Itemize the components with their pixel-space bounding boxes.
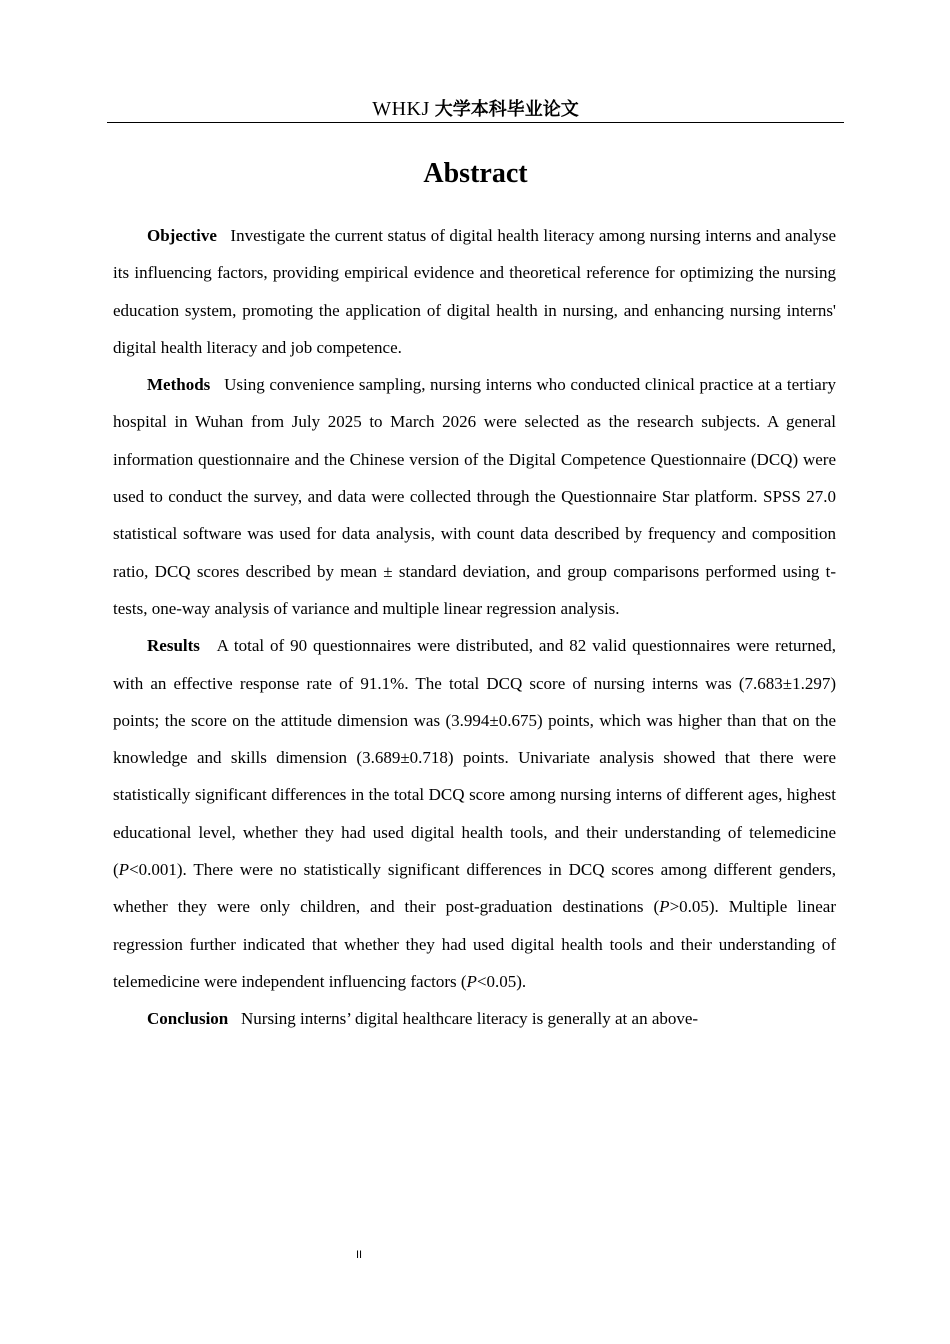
abstract-body (113, 217, 836, 1038)
conclusion-label: Conclusion (147, 1009, 229, 1029)
results-text-2: <0.001). There were no statistically significant differences in DCQ scores among different genders, whether they were only children, and their post-graduation destinations ( (113, 860, 836, 917)
objective-paragraph (113, 217, 836, 366)
results-paragraph (113, 627, 836, 1000)
methods-label: Methods (147, 375, 211, 395)
conclusion-text: Nursing interns’ digital healthcare literacy is generally at an above- (241, 1009, 699, 1029)
conclusion-paragraph (113, 1000, 836, 1037)
objective-text: Investigate the current status of digital health literacy among nursing interns and analyse its influencing factors, providing empirical evidence and theoretical reference for optimizing the nursing education system, promoting the application of digital health in nursing, and enhancing nursing interns' digital health literacy and job competence. (113, 226, 837, 357)
methods-text: Using convenience sampling, nursing interns who conducted clinical practice at a tertiary hospital in Wuhan from July 2025 to March 2026 were selected as the research subjects. A general information questionnaire and the Chinese version of the Digital Competence Questionnaire (DCQ) were used to conduct the survey, and data were collected through the Questionnaire Star platform. SPSS 27.0 statistical software was used for data analysis, with count data described by frequency and composition ratio, DCQ scores described by mean ± standard deviation, and group comparisons performed using t-tests, one-way analysis of variance and multiple linear regression analysis. (113, 375, 837, 618)
header-thesis-title: 大学本科毕业论文 (434, 99, 579, 120)
methods-paragraph (113, 366, 836, 627)
header-rule (107, 122, 844, 123)
results-text-4: <0.05). (476, 971, 527, 991)
header-school: WHKJ (372, 98, 430, 120)
p-value-symbol: P (659, 897, 670, 917)
p-value-symbol: P (118, 860, 130, 880)
results-text-3: >0.05). Multiple linear regression further indicated that whether they had used digital health tools and their understanding of telemedicine were independent influencing factors ( (113, 897, 836, 991)
page-number: II (356, 1249, 363, 1261)
page-title: Abstract (423, 158, 528, 189)
results-label: Results (147, 636, 200, 656)
p-value-symbol: P (466, 971, 477, 991)
objective-label: Objective (147, 226, 217, 245)
running-header (107, 96, 844, 123)
results-text-1: A total of 90 questionnaires were distributed, and 82 valid questionnaires were returned, with an effective response rate of 91.1%. The total DCQ score of nursing interns was (7.683±1.297) points; the score on the attitude dimension was (3.994±0.675) points, which was higher than that on the knowledge and skills dimension (3.689±0.718) points. Univariate analysis showed that there were statistically significant differences in the total DCQ score among nursing interns of different ages, highest educational level, whether they had used digital health tools, and their understanding of telemedicine ( (113, 636, 837, 880)
